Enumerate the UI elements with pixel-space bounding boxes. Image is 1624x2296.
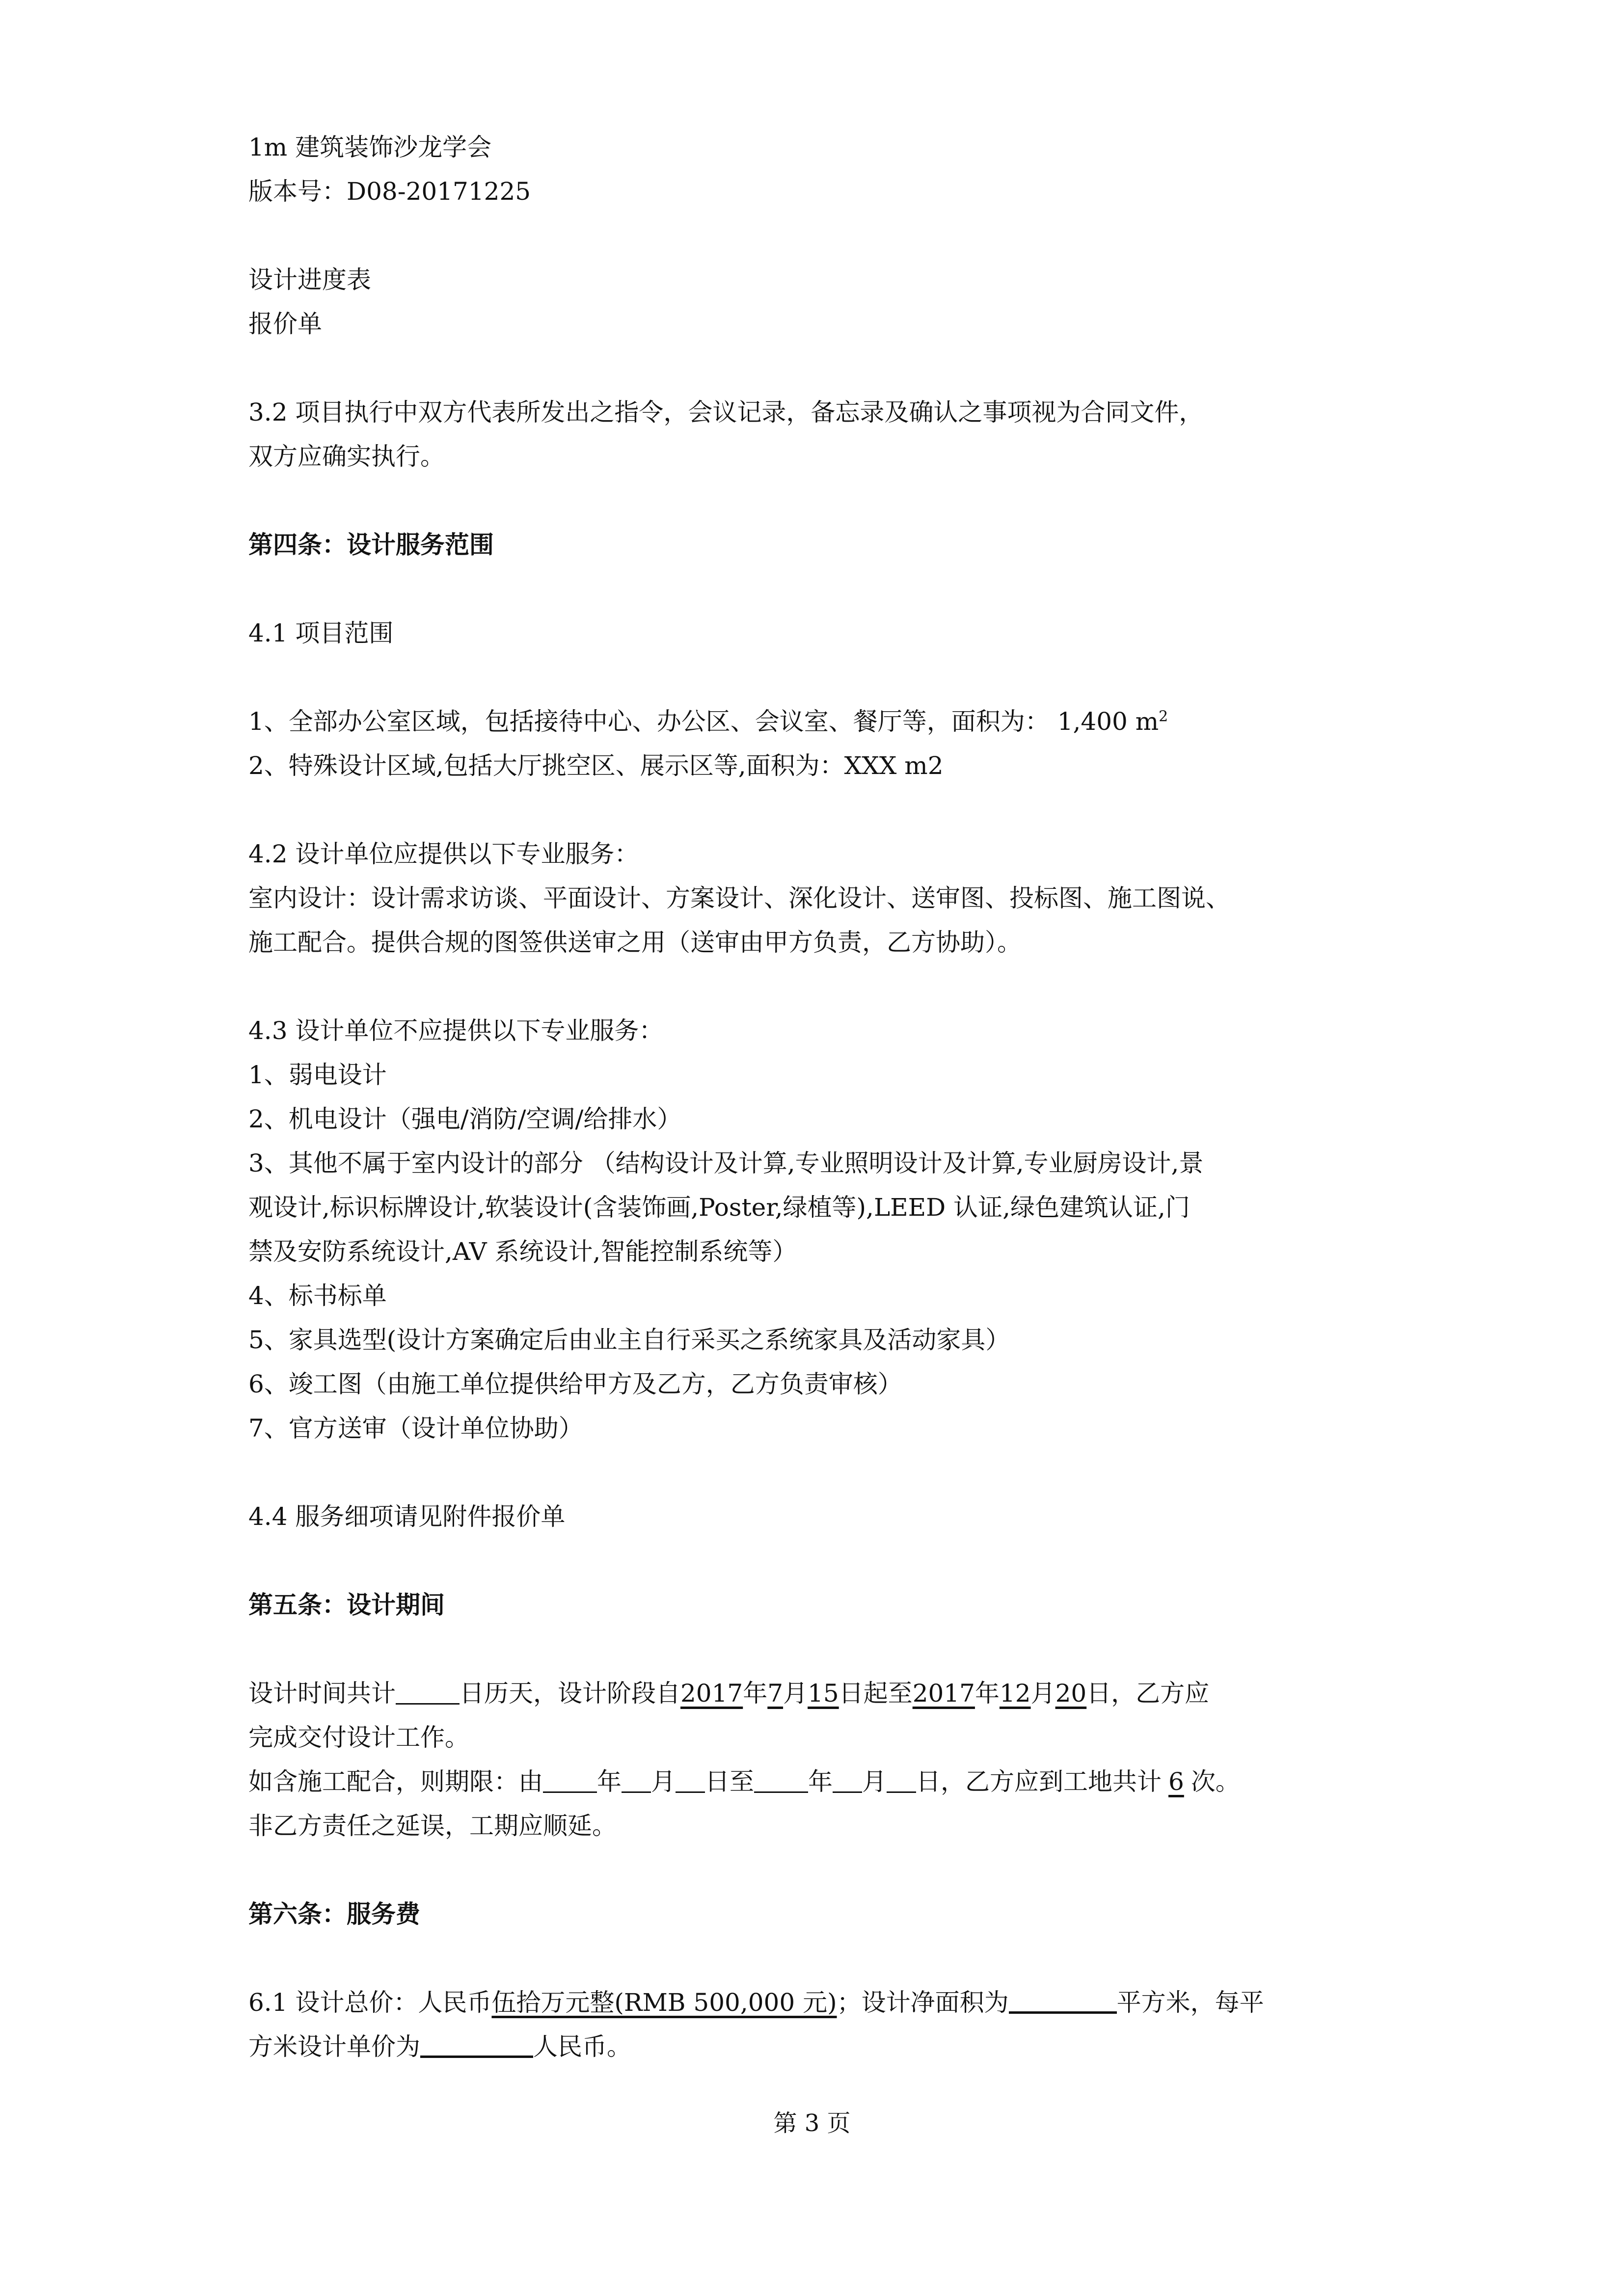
section-4-3-line: 1、弱电设计 xyxy=(248,1061,387,1089)
page-content xyxy=(248,125,1392,2069)
section-4-3-line: 5、家具选型(设计方案确定后由业主自行采买之系统家具及活动家具） xyxy=(248,1326,1010,1354)
attachment-item: 报价单 xyxy=(248,310,322,338)
end-year: 2017 xyxy=(912,1679,975,1708)
day-blank[interactable] xyxy=(887,1762,916,1793)
header-org: 1m 建筑装饰沙龙学会 xyxy=(248,133,492,161)
year-blank[interactable] xyxy=(543,1762,597,1793)
section-4-3-line: 禁及安防系统设计,AV 系统设计,智能控制系统等） xyxy=(248,1237,797,1266)
page-number: 第 3 页 xyxy=(773,2109,851,2137)
section-4-3-line: 7、官方送审（设计单位协助） xyxy=(248,1414,583,1442)
header-version: 版本号：D08-20171225 xyxy=(248,177,531,206)
section-4-1-item: 2、特殊设计区域,包括大厅挑空区、展示区等,面积为：XXX m2 xyxy=(248,751,944,780)
section-4-3-line: 6、竣工图（由施工单位提供给甲方及乙方，乙方负责审核） xyxy=(248,1370,902,1398)
net-area-blank[interactable] xyxy=(1009,1982,1117,2014)
section-4-3-line: 观设计,标识标牌设计,软装设计(含装饰画,Poster,绿植等),LEED 认证,绿色建筑认证,门 xyxy=(248,1193,1190,1222)
section-4-1-item xyxy=(248,699,1392,744)
clause-3-2-line: 3.2 项目执行中双方代表所发出之指令，会议记录，备忘录及确认之事项视为合同文件， xyxy=(248,398,1204,427)
article-4-heading: 第四条：设计服务范围 xyxy=(248,531,494,559)
clause-3-2-line: 双方应确实执行。 xyxy=(248,442,445,471)
section-4-3-title: 4.3 设计单位不应提供以下专业服务： xyxy=(248,1016,664,1045)
section-4-1-title: 4.1 项目范围 xyxy=(248,619,394,647)
area-unit-superscript: 2 xyxy=(1159,708,1168,725)
section-4-2-title: 4.2 设计单位应提供以下专业服务： xyxy=(248,840,639,868)
unit-price-blank[interactable] xyxy=(420,2026,533,2058)
attachment-item: 设计进度表 xyxy=(248,266,371,294)
article-6-heading: 第六条：服务费 xyxy=(248,1900,420,1928)
site-visit-count: 6 xyxy=(1168,1767,1184,1796)
article-5-heading: 第五条：设计期间 xyxy=(248,1591,445,1619)
year-blank[interactable] xyxy=(754,1762,808,1793)
delay-clause: 非乙方责任之延误，工期应顺延。 xyxy=(248,1812,617,1840)
start-month: 7 xyxy=(767,1679,784,1708)
section-4-1-item-text: 1、全部办公室区域，包括接待中心、办公区、会议室、餐厅等，面积为： 1,400 m xyxy=(248,707,1159,736)
total-fee-amount: 伍拾万元整(RMB 500,000 元) xyxy=(491,1988,837,2017)
service-fee-line: 6.1 设计总价：人民币伍拾万元整(RMB 500,000 元)；设计净面积为 平方米，每平 xyxy=(248,1980,1392,2025)
section-4-2-line: 施工配合。提供合规的图签供送审之用（送审由甲方负责，乙方协助）。 xyxy=(248,928,1022,957)
section-4-4: 4.4 服务细项请见附件报价单 xyxy=(248,1502,566,1531)
start-year: 2017 xyxy=(680,1679,743,1708)
section-4-3-line: 2、机电设计（强电/消防/空调/给排水） xyxy=(248,1105,682,1133)
calendar-days-blank[interactable] xyxy=(396,1674,460,1705)
section-4-2-line: 室内设计：设计需求访谈、平面设计、方案设计、深化设计、送审图、投标图、施工图说、 xyxy=(248,884,1230,912)
design-period-line: 完成交付设计工作。 xyxy=(248,1723,469,1752)
month-blank[interactable] xyxy=(622,1762,651,1793)
design-period-line: 设计时间共计 日历天，设计阶段自2017年7月15日起至2017年12月20日，乙方应 xyxy=(248,1671,1392,1715)
start-day: 15 xyxy=(808,1679,839,1708)
month-blank[interactable] xyxy=(833,1762,862,1793)
end-day: 20 xyxy=(1055,1679,1087,1708)
section-4-3-line: 3、其他不属于室内设计的部分 （结构设计及计算,专业照明设计及计算,专业厨房设计,景 xyxy=(248,1149,1204,1177)
service-fee-line: 方米设计单价为 人民币。 xyxy=(248,2025,1392,2069)
day-blank[interactable] xyxy=(676,1762,705,1793)
section-4-3-line: 4、标书标单 xyxy=(248,1281,387,1310)
construction-period-line: 如含施工配合，则期限：由 年 月 日至 年 月 日，乙方应到工地共计 6 次。 xyxy=(248,1760,1392,1804)
end-month: 12 xyxy=(999,1679,1031,1708)
